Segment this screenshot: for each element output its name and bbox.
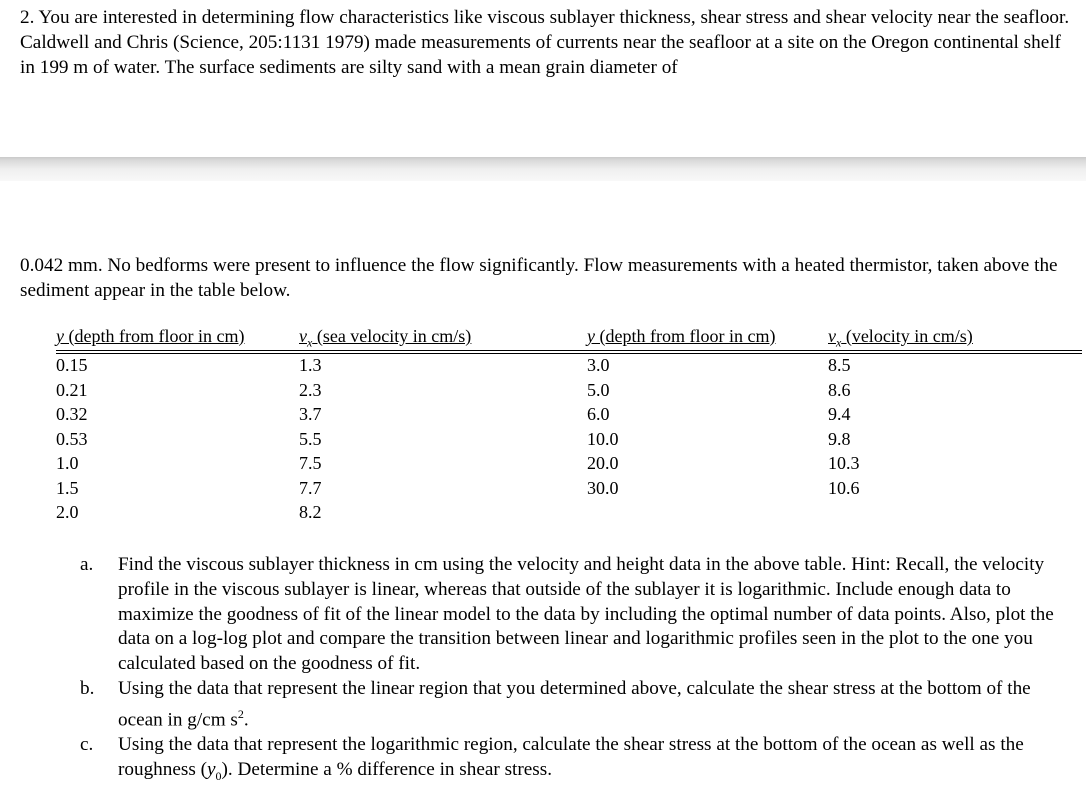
- velocity-1-cell: 1.3: [299, 355, 322, 375]
- question-marker: c.: [80, 733, 94, 755]
- header-velocity-1: $v_x$ (sea velocity in cm/s): [299, 326, 472, 350]
- depth-1-cell: 1.0: [56, 453, 79, 473]
- intro-paragraph-continued: 0.042 mm. No bedforms were present to influence the flow significantly. Flow measurements with a heated thermistor, taken above the sediment appear in the table below.: [20, 255, 1058, 301]
- depth-1-cell: 0.32: [56, 404, 88, 424]
- question-list: [80, 553, 1070, 788]
- intro-paragraph: 2. You are interested in determining flow characteristics like viscous sublayer thickness, shear stress and shear velocity near the seafloor. Caldwell and Chris (Science, 205:1131 1979) made measurements of currents near the seafloor at a site on the Oregon continental shelf in 199 m of water. The surface sediments are silty sand with a mean grain diameter of: [20, 7, 1070, 78]
- velocity-2-cell: 8.5: [828, 355, 851, 375]
- depth-2-cell: 5.0: [587, 379, 610, 400]
- header-depth-2: y (depth from floor in cm): [587, 326, 776, 346]
- depth-2-cell: 10.0: [587, 428, 619, 449]
- velocity-1-cell: 7.5: [299, 453, 322, 473]
- table-row: [56, 453, 1082, 478]
- table-row: [56, 404, 1082, 429]
- page-break-divider: [0, 157, 1086, 181]
- table-body: [56, 355, 1082, 527]
- velocity-2-cell: 9.8: [828, 428, 851, 449]
- header-velocity-2: $v_x$ (velocity in cm/s): [828, 326, 973, 350]
- table-row: [56, 478, 1082, 503]
- question-marker: a.: [80, 554, 94, 575]
- question-text: Find the viscous sublayer thickness in cm using the velocity and height data in the above table. Hint: Recall, the velocity profile in the viscous sublayer is linear, whereas that outside of the sublayer it is logarithmic. Include enough data to maximize the goodness of fit of the linear model to the data by including the optimal number of data points. Also, plot the data on a log-log plot and compare the transition between linear and logarithmic profiles seen in the plot to the one you calculated based on the goodness of fit.: [118, 554, 1054, 675]
- depth-1-cell: 0.21: [56, 379, 88, 400]
- velocity-1-cell: 8.2: [299, 502, 322, 522]
- velocity-1-cell: 3.7: [299, 404, 322, 424]
- header-rule-double: [56, 353, 1082, 354]
- velocity-2-cell: 8.6: [828, 379, 851, 400]
- velocity-1-cell: 7.7: [299, 477, 322, 498]
- velocity-1-cell: 2.3: [299, 379, 322, 400]
- velocity-2-cell: 10.6: [828, 477, 860, 498]
- question-text: Using the data that represent the logarithmic region, calculate the shear stress at the bottom of the ocean as well as the roughness (: [118, 733, 1024, 780]
- depth-2-cell: 30.0: [587, 477, 619, 498]
- question-a: [80, 553, 1070, 677]
- depth-2-cell: 20.0: [587, 453, 619, 473]
- question-b: b. Using the data that represent the linear region that you determined above, calculate the shear stress at the bottom of the ocean in g/cm $s^2$.: [80, 677, 1031, 731]
- table-row: [56, 355, 1082, 380]
- header-depth-1: y (depth from floor in cm): [56, 326, 245, 346]
- depth-1-cell: 0.15: [56, 355, 88, 375]
- question-text: Using the data that represent the linear region that you determined above, calculate the shear stress at the bottom of the ocean in g/cm s: [118, 677, 1031, 731]
- velocity-table: [56, 326, 1082, 523]
- velocity-2-cell: 10.3: [828, 453, 860, 473]
- depth-1-cell: 1.5: [56, 477, 79, 498]
- depth-2-cell: 3.0: [587, 355, 610, 375]
- table-row: [56, 429, 1082, 454]
- question-marker: b.: [80, 677, 95, 699]
- depth-1-cell: 0.53: [56, 428, 88, 449]
- question-c: c. Using the data that represent the logarithmic region, calculate the shear stress at the bottom of the ocean as well as the roughness $(y_0)$. Determine a % difference in shear stress.: [80, 733, 1024, 783]
- table-row: [56, 502, 1082, 527]
- depth-1-cell: 2.0: [56, 502, 79, 522]
- table-header: [56, 326, 1082, 351]
- velocity-2-cell: 9.4: [828, 404, 851, 424]
- depth-2-cell: 6.0: [587, 404, 610, 424]
- header-rule: [56, 350, 1082, 351]
- table-row: [56, 380, 1082, 405]
- velocity-1-cell: 5.5: [299, 428, 322, 449]
